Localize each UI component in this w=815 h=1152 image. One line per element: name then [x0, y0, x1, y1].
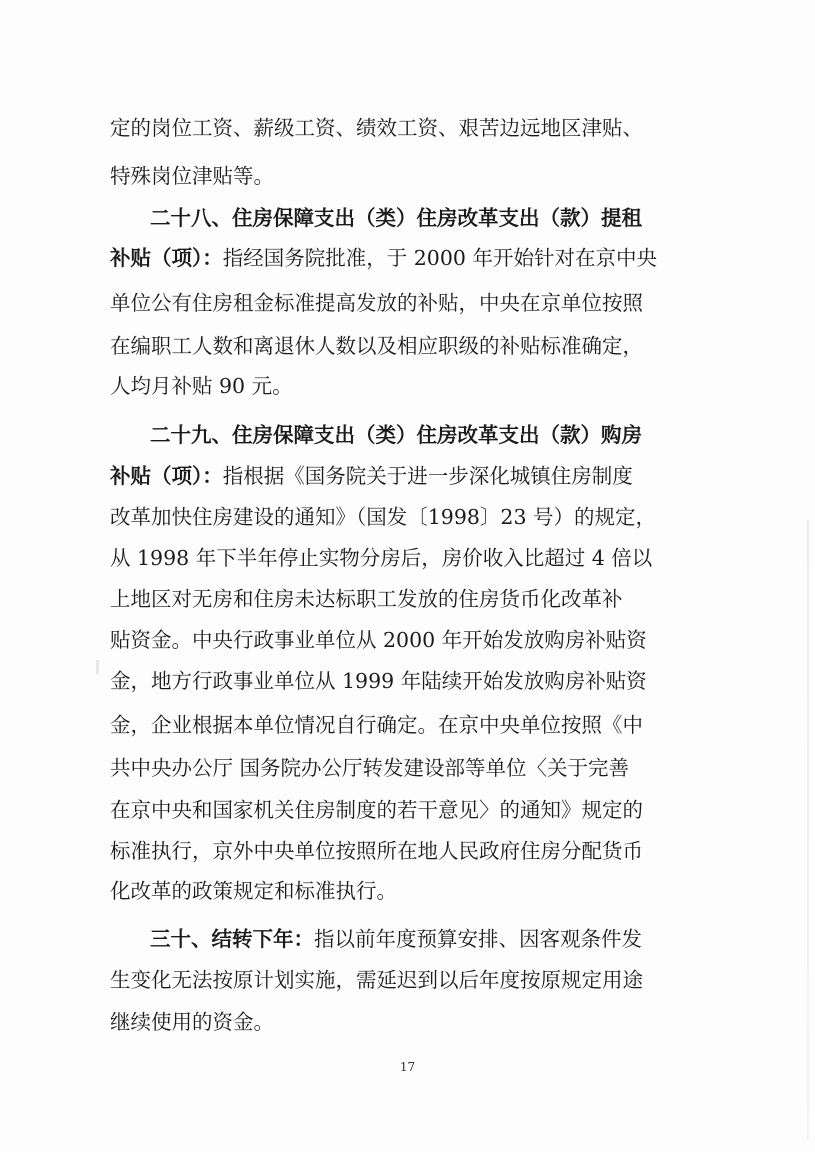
paragraph-29-line-4: 上地区对无房和住房未达标职工发放的住房货币化改革补: [110, 587, 623, 611]
paragraph-29-heading-cont: 补贴（项）：: [110, 464, 223, 488]
paragraph-28-text-first: 指经国务院批准，于 2000 年开始针对在京中央: [222, 246, 657, 270]
paragraph-29-text-first: 指根据《国务院关于进一步深化城镇住房制度: [222, 464, 633, 488]
paragraph-intro-line-1: 定的岗位工资、薪级工资、绩效工资、艰苦边远地区津贴、: [110, 116, 643, 140]
paragraph-30-line-2: 生变化无法按原计划实施，需延迟到以后年度按原规定用途: [110, 968, 643, 992]
paragraph-intro-line-2: 特殊岗位津贴等。: [110, 164, 274, 188]
paragraph-28-line-2: 单位公有住房租金标准提高发放的补贴，中央在京单位按照: [110, 291, 643, 315]
paragraph-29-heading: 二十九、住房保障支出（类）住房改革支出（款）购房: [150, 423, 642, 447]
paragraph-28-heading: 二十八、住房保障支出（类）住房改革支出（款）提租: [150, 206, 642, 230]
paragraph-28-heading-cont: 补贴（项）：: [110, 246, 223, 270]
paragraph-29-line-11: 化改革的政策规定和标准执行。: [110, 879, 397, 903]
paragraph-29-line-1: [110, 462, 710, 490]
scan-mark: [96, 660, 99, 674]
paragraph-29-line-3: 从 1998 年下半年停止实物分房后，房价收入比超过 4 倍以: [110, 546, 653, 570]
paragraph-28-line-1: [110, 244, 710, 272]
paragraph-30-line-3: 继续使用的资金。: [110, 1010, 274, 1034]
paragraph-28-line-3: 在编职工人数和离退休人数以及相应职级的补贴标准确定，: [110, 334, 643, 358]
paragraph-29-line-7: 金，企业根据本单位情况自行确定。在京中央单位按照《中: [110, 713, 643, 737]
paragraph-28-line-4: 人均月补贴 90 元。: [110, 374, 293, 398]
paragraph-29-line-10: 标准执行，京外中央单位按照所在地人民政府住房分配货币: [110, 839, 643, 863]
paragraph-29-line-8: 共中央办公厅 国务院办公厅转发建设部等单位〈关于完善: [110, 756, 630, 780]
paragraph-30-heading: 三十、结转下年：: [150, 927, 314, 951]
paragraph-29-line-9: 在京中央和国家机关住房制度的若干意见〉的通知》规定的: [110, 798, 643, 822]
scan-edge-shadow: [807, 520, 809, 1140]
paragraph-30-text-first: 指以前年度预算安排、因客观条件发: [314, 927, 642, 951]
paragraph-29-line-6: 金，地方行政事业单位从 1999 年陆续开始发放购房补贴资: [110, 669, 647, 693]
paragraph-30-line-1: [150, 925, 710, 953]
page-number: 17: [399, 1060, 416, 1074]
paragraph-29-line-5: 贴资金。中央行政事业单位从 2000 年开始发放购房补贴资: [110, 628, 647, 652]
paragraph-29-line-2: 改革加快住房建设的通知》（国发〔1998〕23 号）的规定，: [110, 505, 657, 529]
